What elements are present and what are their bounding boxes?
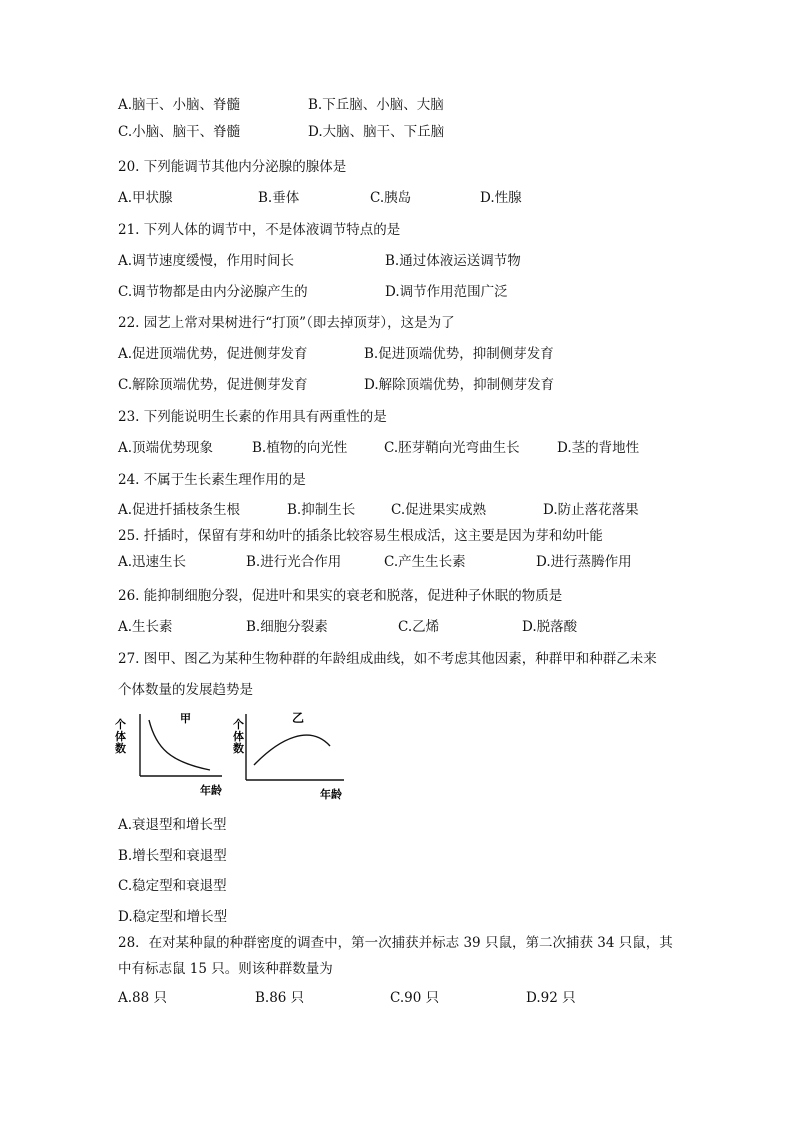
q27-option-d: D.稳定型和增长型 [118, 909, 228, 925]
q25-option-b: B.进行光合作用 [246, 554, 342, 570]
q25-option-a: A.迅速生长 [118, 554, 187, 570]
q21-option-b: B.通过体液运送调节物 [385, 253, 521, 269]
q24-option-a: A.促进扦插枝条生根 [118, 502, 241, 518]
q24-option-c: C.促进果实成熟 [391, 502, 487, 518]
q28-option-c: C.90 只 [390, 990, 440, 1006]
q21-option-a: A.调节速度缓慢，作用时间长 [118, 253, 295, 269]
q22-option-a: A.促进顶端优势，促进侧芽发育 [118, 346, 308, 362]
q20-option-b: B.垂体 [258, 190, 300, 206]
q22-option-b: B.促进顶端优势，抑制侧芽发育 [364, 346, 554, 362]
jia-xlabel: 年龄 [200, 784, 222, 797]
yi-xlabel: 年龄 [320, 788, 342, 801]
q27-option-a: A.衰退型和增长型 [118, 817, 227, 833]
yi-title: 乙 [292, 711, 305, 725]
q24-option-d: D.防止落花落果 [543, 502, 639, 518]
q23-stem: 23. 下列能说明生长素的作用具有两重性的是 [118, 409, 387, 425]
q25-option-c: C.产生生长素 [384, 554, 466, 570]
q20-option-d: D.性腺 [480, 190, 522, 206]
q26-option-a: A.生长素 [118, 619, 173, 635]
yi-ylabel-1: 个 [233, 718, 244, 731]
q22-stem: 22. 园艺上常对果树进行“打顶”（即去掉顶芽），这是为了 [118, 315, 455, 331]
q26-stem: 26. 能抑制细胞分裂，促进叶和果实的衰老和脱落，促进种子休眠的物质是 [118, 588, 563, 604]
jia-ylabel-3: 数 [115, 742, 126, 755]
q26-option-b: B.细胞分裂素 [246, 619, 328, 635]
q26-option-d: D.脱落酸 [522, 619, 578, 635]
q27-option-c: C.稳定型和衰退型 [118, 878, 227, 894]
q20-stem: 20. 下列能调节其他内分泌腺的腺体是 [118, 159, 347, 175]
q23-option-a: A.顶端优势现象 [118, 440, 214, 456]
q28-stem-line2: 中有标志鼠 15 只。则该种群数量为 [118, 961, 333, 977]
q27-stem-line1: 27. 图甲、图乙为某种生物种群的年龄组成曲线，如不考虑其他因素，种群甲和种群乙未来 [118, 651, 657, 667]
q28-option-a: A.88 只 [118, 990, 168, 1006]
q19-option-c: C.小脑、脑干、脊髓 [118, 124, 241, 140]
q19-option-d: D.大脑、脑干、下丘脑 [308, 124, 445, 140]
q23-option-d: D.茎的背地性 [557, 440, 640, 456]
q23-option-b: B.植物的向光性 [252, 440, 348, 456]
q22-option-d: D.解除顶端优势，抑制侧芽发育 [364, 377, 555, 393]
jia-curve [149, 720, 210, 770]
q25-stem: 25. 扦插时，保留有芽和幼叶的插条比较容易生根成活，这主要是因为芽和幼叶能 [118, 528, 603, 544]
yi-ylabel-3: 数 [233, 742, 244, 755]
yi-ylabel-2: 体 [233, 730, 244, 743]
q27-stem-line2: 个体数量的发展趋势是 [118, 682, 253, 698]
q19-option-b: B.下丘脑、小脑、大脑 [308, 97, 444, 113]
q21-option-d: D.调节作用范围广泛 [385, 284, 508, 300]
q28-option-d: D.92 只 [526, 990, 576, 1006]
q24-stem: 24. 不属于生长素生理作用的是 [118, 472, 306, 488]
figure-jia [115, 712, 222, 776]
q26-option-c: C.乙烯 [398, 619, 440, 635]
q28-stem-line1: 28．在对某种鼠的种群密度的调查中，第一次捕获并标志 39 只鼠，第二次捕获 34 只鼠，其 [118, 935, 673, 951]
q21-option-c: C.调节物都是由内分泌腺产生的 [118, 284, 308, 300]
jia-ylabel-1: 个 [115, 718, 126, 731]
q21-stem: 21. 下列人体的调节中，不是体液调节特点的是 [118, 222, 401, 238]
q20-option-c: C.胰岛 [370, 190, 412, 206]
q19-option-a: A.脑干、小脑、脊髓 [118, 97, 241, 113]
jia-ylabel-2: 体 [115, 730, 126, 743]
q22-option-c: C.解除顶端优势，促进侧芽发育 [118, 377, 308, 393]
q28-option-b: B.86 只 [255, 990, 305, 1006]
yi-curve [254, 735, 330, 765]
q27-age-structure-figure [112, 710, 362, 805]
figure-yi [233, 711, 344, 780]
q24-option-b: B.抑制生长 [287, 502, 356, 518]
q27-option-b: B.增长型和衰退型 [118, 848, 227, 864]
jia-title: 甲 [180, 712, 191, 725]
q25-option-d: D.进行蒸腾作用 [536, 554, 632, 570]
q20-option-a: A.甲状腺 [118, 190, 173, 206]
q23-option-c: C.胚芽鞘向光弯曲生长 [384, 440, 520, 456]
